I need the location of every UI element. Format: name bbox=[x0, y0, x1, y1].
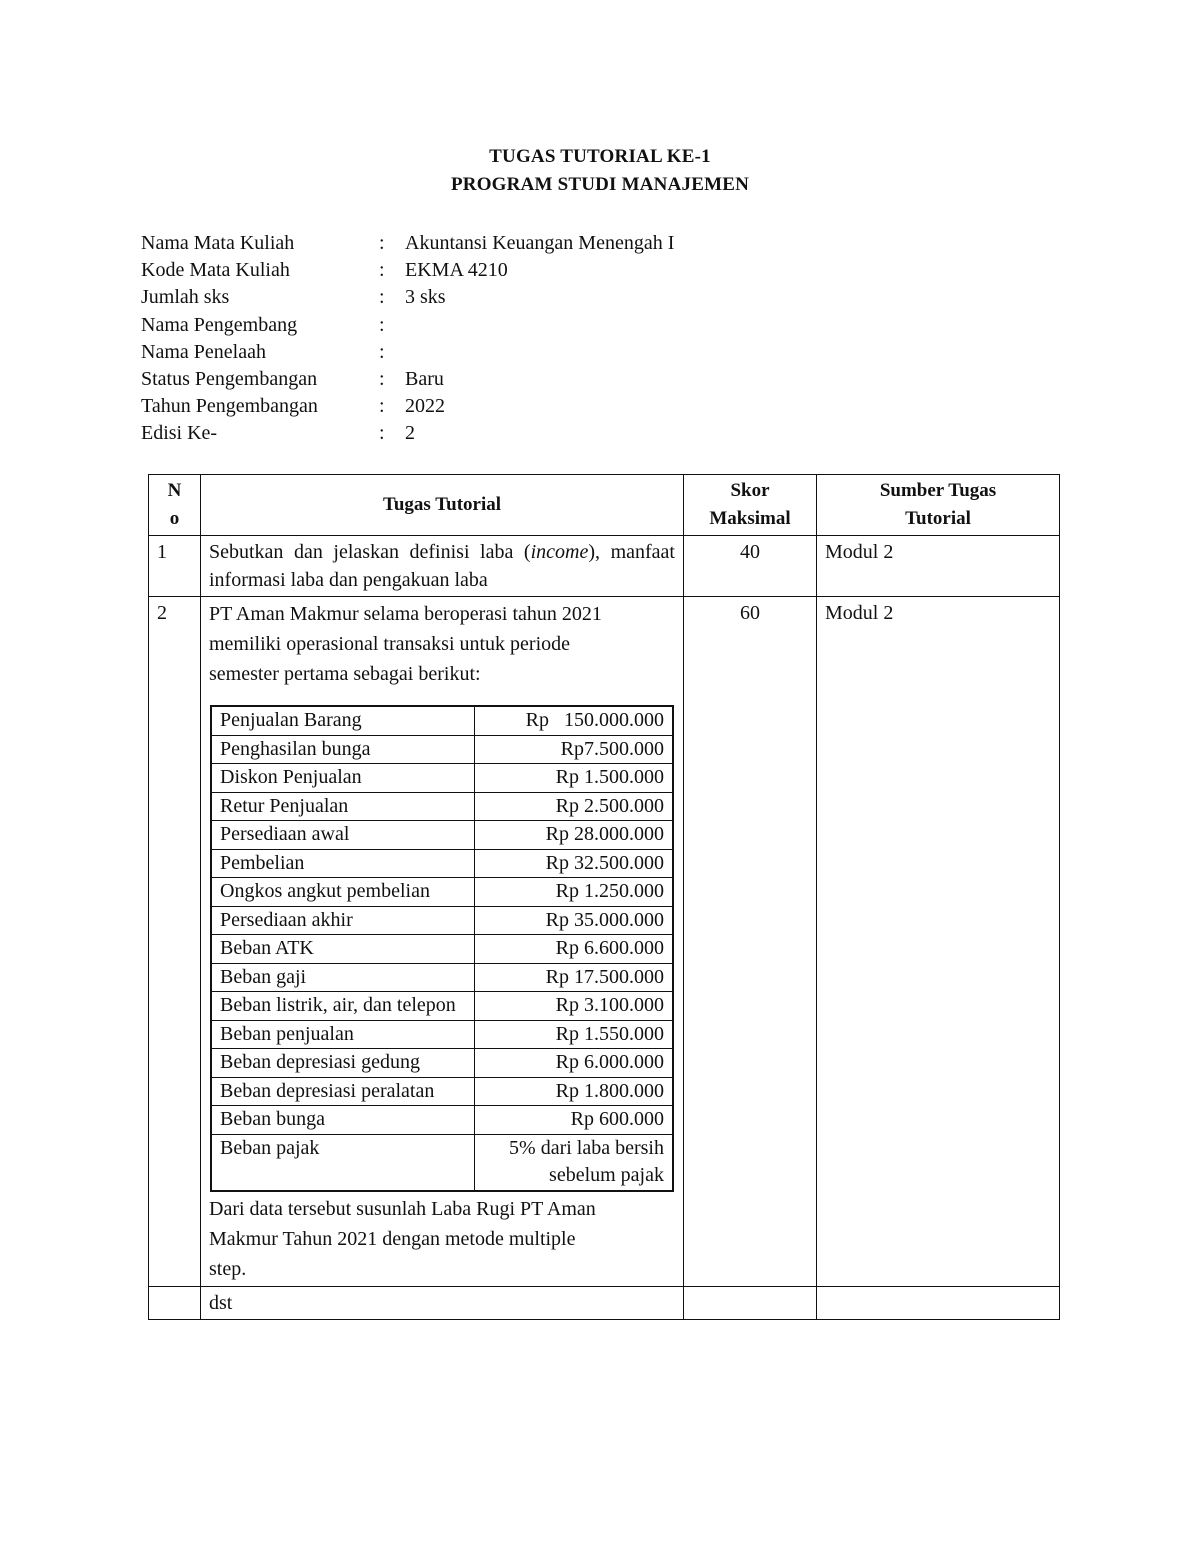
transaction-amount: Rp 3.100.000 bbox=[474, 992, 673, 1021]
course-info-colon: : bbox=[379, 422, 385, 445]
transaction-label: Beban ATK bbox=[211, 935, 474, 964]
transaction-amount: Rp 28.000.000 bbox=[474, 821, 673, 850]
transaction-row bbox=[211, 935, 673, 964]
table-row bbox=[149, 536, 1060, 597]
course-info-label: Nama Pengembang bbox=[141, 313, 298, 336]
transaction-amount: Rp 35.000.000 bbox=[474, 906, 673, 935]
course-info-value: EKMA 4210 bbox=[405, 259, 508, 282]
transaction-amount: Rp 1.250.000 bbox=[474, 878, 673, 907]
course-info-label: Edisi Ke- bbox=[141, 422, 218, 445]
transaction-row bbox=[211, 792, 673, 821]
transaction-row bbox=[211, 1134, 673, 1191]
document-subtitle: PROGRAM STUDI MANAJEMEN bbox=[450, 174, 750, 195]
transaction-label: Persediaan awal bbox=[211, 821, 474, 850]
row3-task: dst bbox=[201, 1286, 684, 1319]
header-source-line2: Tutorial bbox=[905, 508, 971, 529]
transaction-amount: Rp 6.000.000 bbox=[474, 1049, 673, 1078]
row2-outro-line1: Dari data tersebut susunlah Laba Rugi PT Aman bbox=[209, 1197, 596, 1220]
transaction-row bbox=[211, 963, 673, 992]
transaction-row bbox=[211, 849, 673, 878]
transaction-label: Beban depresiasi peralatan bbox=[211, 1077, 474, 1106]
row1-task-text-after: ), manfaat informasi laba dan pengakuan laba bbox=[209, 541, 675, 591]
course-info-colon: : bbox=[379, 313, 385, 336]
transaction-row bbox=[211, 706, 673, 735]
row2-source: Modul 2 bbox=[817, 597, 1060, 1287]
transaction-amount: Rp 1.550.000 bbox=[474, 1020, 673, 1049]
course-info-label: Jumlah sks bbox=[141, 286, 230, 309]
course-info-colon: : bbox=[379, 232, 385, 254]
transaction-label: Retur Penjualan bbox=[211, 792, 474, 821]
transaction-amount: Rp 600.000 bbox=[474, 1106, 673, 1135]
course-info-value: Akuntansi Keuangan Menengah I bbox=[405, 232, 675, 254]
header-no-line2: o bbox=[169, 508, 180, 529]
transaction-amount: Rp 150.000.000 bbox=[474, 706, 673, 735]
document-title: TUGAS TUTORIAL KE-1 bbox=[489, 146, 711, 167]
header-no-line1: N bbox=[167, 480, 182, 501]
transaction-label: Persediaan akhir bbox=[211, 906, 474, 935]
row2-outro-line2: Makmur Tahun 2021 dengan metode multiple bbox=[209, 1227, 576, 1250]
transaction-label: Beban listrik, air, dan telepon bbox=[211, 992, 474, 1021]
transaction-row bbox=[211, 906, 673, 935]
transaction-label: Ongkos angkut pembelian bbox=[211, 878, 474, 907]
row2-no: 2 bbox=[149, 597, 201, 1287]
table-row bbox=[149, 1286, 1060, 1319]
course-info-label: Nama Penelaah bbox=[141, 340, 266, 363]
transaction-row bbox=[211, 821, 673, 850]
course-info-value: Baru bbox=[405, 367, 444, 390]
transaction-label: Penghasilan bunga bbox=[211, 735, 474, 764]
course-info-colon: : bbox=[379, 259, 385, 282]
transaction-row bbox=[211, 878, 673, 907]
transaction-amount: Rp7.500.000 bbox=[474, 735, 673, 764]
row2-intro-line3: semester pertama sebagai berikut: bbox=[209, 663, 481, 685]
header-task: Tugas Tutorial bbox=[201, 475, 684, 536]
table-header-row bbox=[149, 475, 1060, 536]
header-no bbox=[149, 475, 201, 536]
transaction-amount: Rp 2.500.000 bbox=[474, 792, 673, 821]
header-score bbox=[684, 475, 817, 536]
course-info-value: 2022 bbox=[405, 395, 445, 418]
course-info-colon: : bbox=[379, 340, 385, 363]
transaction-amount: Rp 6.600.000 bbox=[474, 935, 673, 964]
transaction-row bbox=[211, 735, 673, 764]
course-info-label: Status Pengembangan bbox=[141, 367, 318, 390]
transaction-amount: Rp 32.500.000 bbox=[474, 849, 673, 878]
header-source bbox=[817, 475, 1060, 536]
course-info-label: Tahun Pengembangan bbox=[141, 395, 318, 418]
transaction-label: Penjualan Barang bbox=[211, 706, 474, 735]
table-row bbox=[149, 597, 1060, 1287]
row2-score: 60 bbox=[684, 597, 817, 1287]
row2-task bbox=[201, 597, 684, 1287]
transaction-label: Beban penjualan bbox=[211, 1020, 474, 1049]
header-score-line1: Skor bbox=[730, 480, 770, 501]
course-info-label: Nama Mata Kuliah bbox=[141, 232, 295, 254]
transaction-label: Diskon Penjualan bbox=[211, 764, 474, 793]
row1-source: Modul 2 bbox=[817, 536, 1060, 597]
transaction-amount: 5% dari laba bersih sebelum pajak bbox=[474, 1134, 673, 1191]
row1-task-italic: income bbox=[530, 541, 589, 563]
row2-intro-line1: PT Aman Makmur selama beroperasi tahun 2021 bbox=[209, 603, 602, 625]
course-info-colon: : bbox=[379, 367, 385, 390]
transaction-row bbox=[211, 1106, 673, 1135]
transaction-amount: Rp 1.800.000 bbox=[474, 1077, 673, 1106]
course-info-value: 2 bbox=[405, 422, 415, 445]
row3-score bbox=[684, 1286, 817, 1319]
header-score-line2: Maksimal bbox=[709, 508, 791, 529]
course-info-value: 3 sks bbox=[405, 286, 446, 309]
transaction-amount: Rp 17.500.000 bbox=[474, 963, 673, 992]
transaction-table bbox=[210, 705, 674, 1192]
transaction-row bbox=[211, 764, 673, 793]
transaction-row bbox=[211, 1077, 673, 1106]
row1-task-text-before: Sebutkan dan jelaskan definisi laba ( bbox=[209, 541, 531, 563]
row2-outro-line3: step. bbox=[209, 1257, 247, 1280]
transaction-label: Pembelian bbox=[211, 849, 474, 878]
transaction-row bbox=[211, 1020, 673, 1049]
course-info-colon: : bbox=[379, 395, 385, 418]
header-source-line1: Sumber Tugas bbox=[879, 480, 997, 501]
transaction-label: Beban bunga bbox=[211, 1106, 474, 1135]
transaction-label: Beban depresiasi gedung bbox=[211, 1049, 474, 1078]
transaction-row bbox=[211, 1049, 673, 1078]
transaction-label: Beban pajak bbox=[211, 1134, 474, 1191]
transaction-label: Beban gaji bbox=[211, 963, 474, 992]
row2-intro-line2: memiliki operasional transaksi untuk periode bbox=[209, 633, 571, 655]
course-info-colon: : bbox=[379, 286, 385, 309]
row1-score: 40 bbox=[684, 536, 817, 597]
transaction-amount: Rp 1.500.000 bbox=[474, 764, 673, 793]
transaction-row bbox=[211, 992, 673, 1021]
row3-source bbox=[817, 1286, 1060, 1319]
row3-no bbox=[149, 1286, 201, 1319]
row1-task bbox=[201, 536, 684, 597]
tutorial-task-table bbox=[148, 474, 1060, 1320]
row1-no: 1 bbox=[149, 536, 201, 597]
course-info-label: Kode Mata Kuliah bbox=[141, 259, 290, 282]
